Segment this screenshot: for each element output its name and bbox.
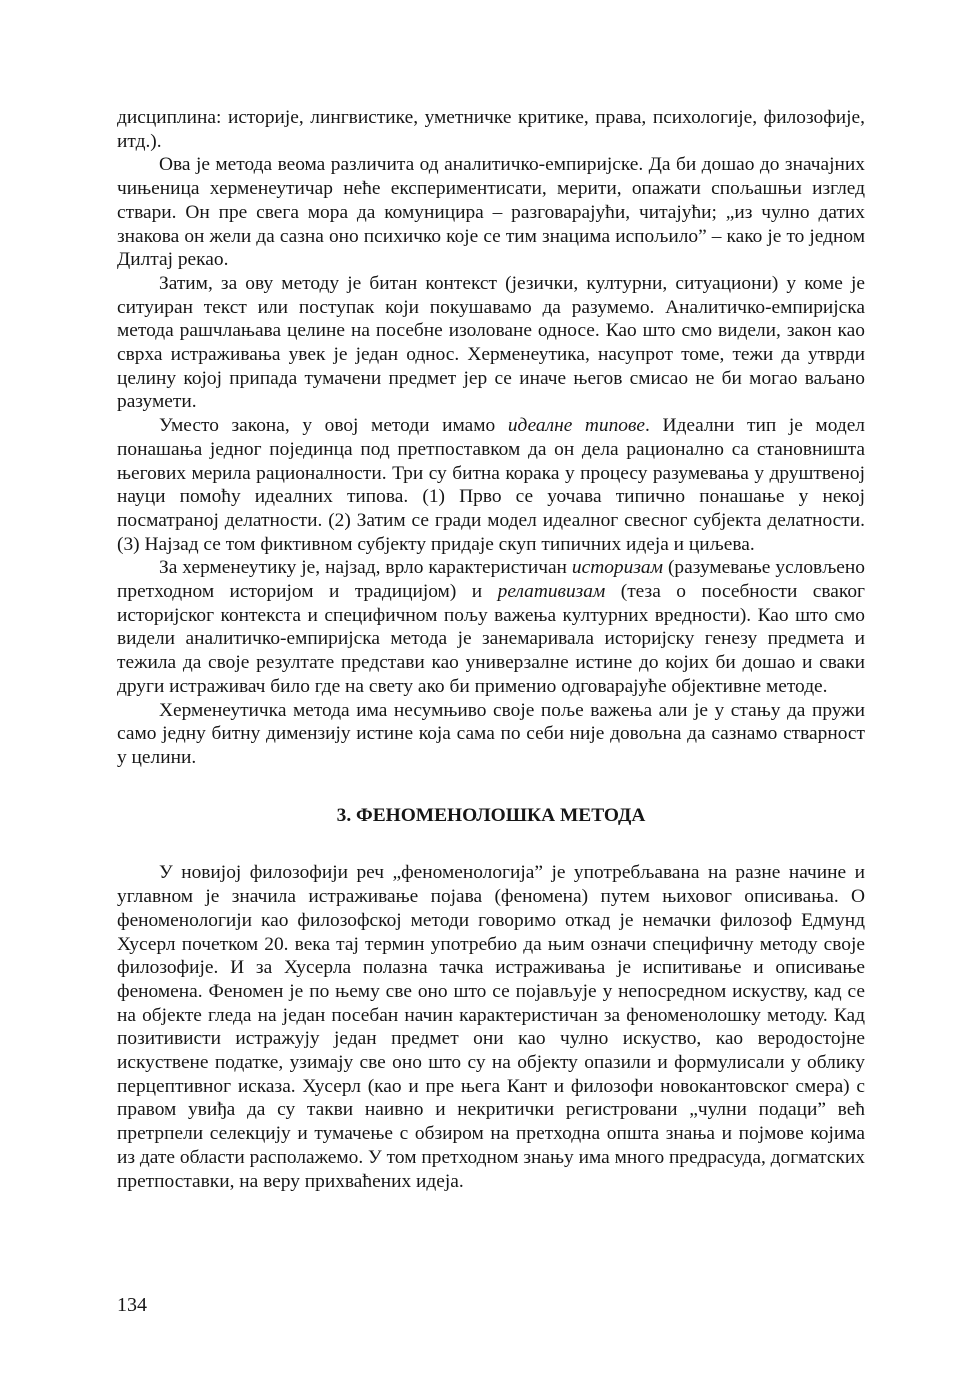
text-run: Уместо закона, у овој методи имамо — [159, 415, 508, 437]
intro-paragraphs — [117, 106, 865, 770]
section-heading: 3. ФЕНОМЕНОЛОШКА МЕТОДА — [336, 804, 646, 826]
paragraph — [117, 861, 865, 1193]
page-body — [117, 106, 865, 1193]
text-run: У новијој филозофији реч „феноменологија” је употребљавана на разне начине и углавном је значила истраживање појава (феномена) путем њиховог описивања. О феноменологији као филозофској методи говоримо откад је немачки филозоф Едмунд Хусерл почетком 20. века тај термин употребио да њим означи специфичну методу своје филозофије. И за Хусерла полазна тачка истраживања је испитивање и описивање феномена. Феномен је по њему све оно што се појављује у непосредном искуству, кад се на објекте гледа на један посебан начин карактеристичан за феноменолошку методу. Кад позитивисти истражују један предмет они као чулно искуство, као веродостојне искуствене податке, узимају све оно што су на објекту опазили и формулисали у облику перцептивног исказа. Хусерл (као и пре њега Кант и филозофи новокантовског смера) с правом увиђа да су такви наивно и некритички регистровани „чулни подаци” већ претрпели селекцију и тумачење с обзиром на претходна општа знања и појмове којима из дате области располажемо. У том претходном знању има много предрасуда, догматских претпоставки, на веру прихваћених идеја. — [117, 862, 865, 1192]
page-number: 134 — [117, 1294, 147, 1316]
italic-term: релативизам — [497, 581, 606, 603]
section-paragraphs — [117, 861, 865, 1193]
text-run: дисциплина: историје, лингвистике, уметничке критике, права, психологије, филозофије, итд.). — [117, 107, 865, 152]
text-run: . Идеални тип је модел понашања једног појединца под претпоставком да он дела рационално са становништа његових мерила рационалности. Три су битна корака у процесу разумевања у друштвеној науци помоћу идеалних типова. (1) Прво се уочава типично понашање у некој посматраној делатности. (2) Затим се гради модел идеалног свесног субјекта делатности. (3) Најзад се том фиктивном субјекту придаје скуп типичних идеја и циљева. — [117, 415, 865, 555]
italic-term: идеалне типове — [507, 415, 646, 437]
paragraph — [117, 414, 865, 556]
paragraph — [117, 272, 865, 414]
italic-term: историзам — [571, 557, 663, 579]
text-run: Херменеутичка метода има несумњиво своје поље важења али је у стању да пружи само једну битну димензију истине која сама по себи није довољна да сазнамо стварност у целини. — [117, 699, 865, 768]
text-run: (теза о посебности сваког историјског контекста и специфичном пољу важења културних вредности). Као што смо видели аналитичко-емпиријска метода је занемаривала историјску генезу предмета и тежила да своје резултате представи као универзалне истине до којих би дошао и сваки други истраживач било где на свету ако би применио одговарајуће објективне методе. — [117, 581, 865, 697]
text-run: Затим, за ову методу је битан контекст (језички, културни, ситуациони) у коме је ситуиран текст или поступак који покушавамо да разумемо. Аналитичко-емпиријска метода рашчлањава целине на посебне изоловане односе. Као што смо видели, закон као сврха истраживања увек је један однос. Херменеутика, насупрот томе, тежи да утврди целину којој припада тумачени предмет јер се иначе његов смисао не би могао ваљано разумети. — [117, 272, 865, 413]
paragraph — [117, 556, 865, 698]
text-run: За херменеутику је, најзад, врло карактеристичан — [159, 557, 572, 579]
paragraph — [117, 106, 865, 153]
paragraph — [117, 699, 865, 770]
paragraph — [117, 153, 865, 272]
text-run: (разумевање условљено претходном историјом и традицијом) и — [117, 557, 865, 603]
text-run: Ова је метода веома различита од аналитичко-емпиријске. Да би дошао до значајних чињеница херменеутичар неће експериментисати, мерити, опажати спољашњи изглед ствари. Он пре свега мора да комуницира – разговарајући, читајући; „из чулно датих знакова он жели да сазна оно психичко које се тим знацима испољило” – како је то једном Дилтај рекао. — [117, 154, 865, 271]
